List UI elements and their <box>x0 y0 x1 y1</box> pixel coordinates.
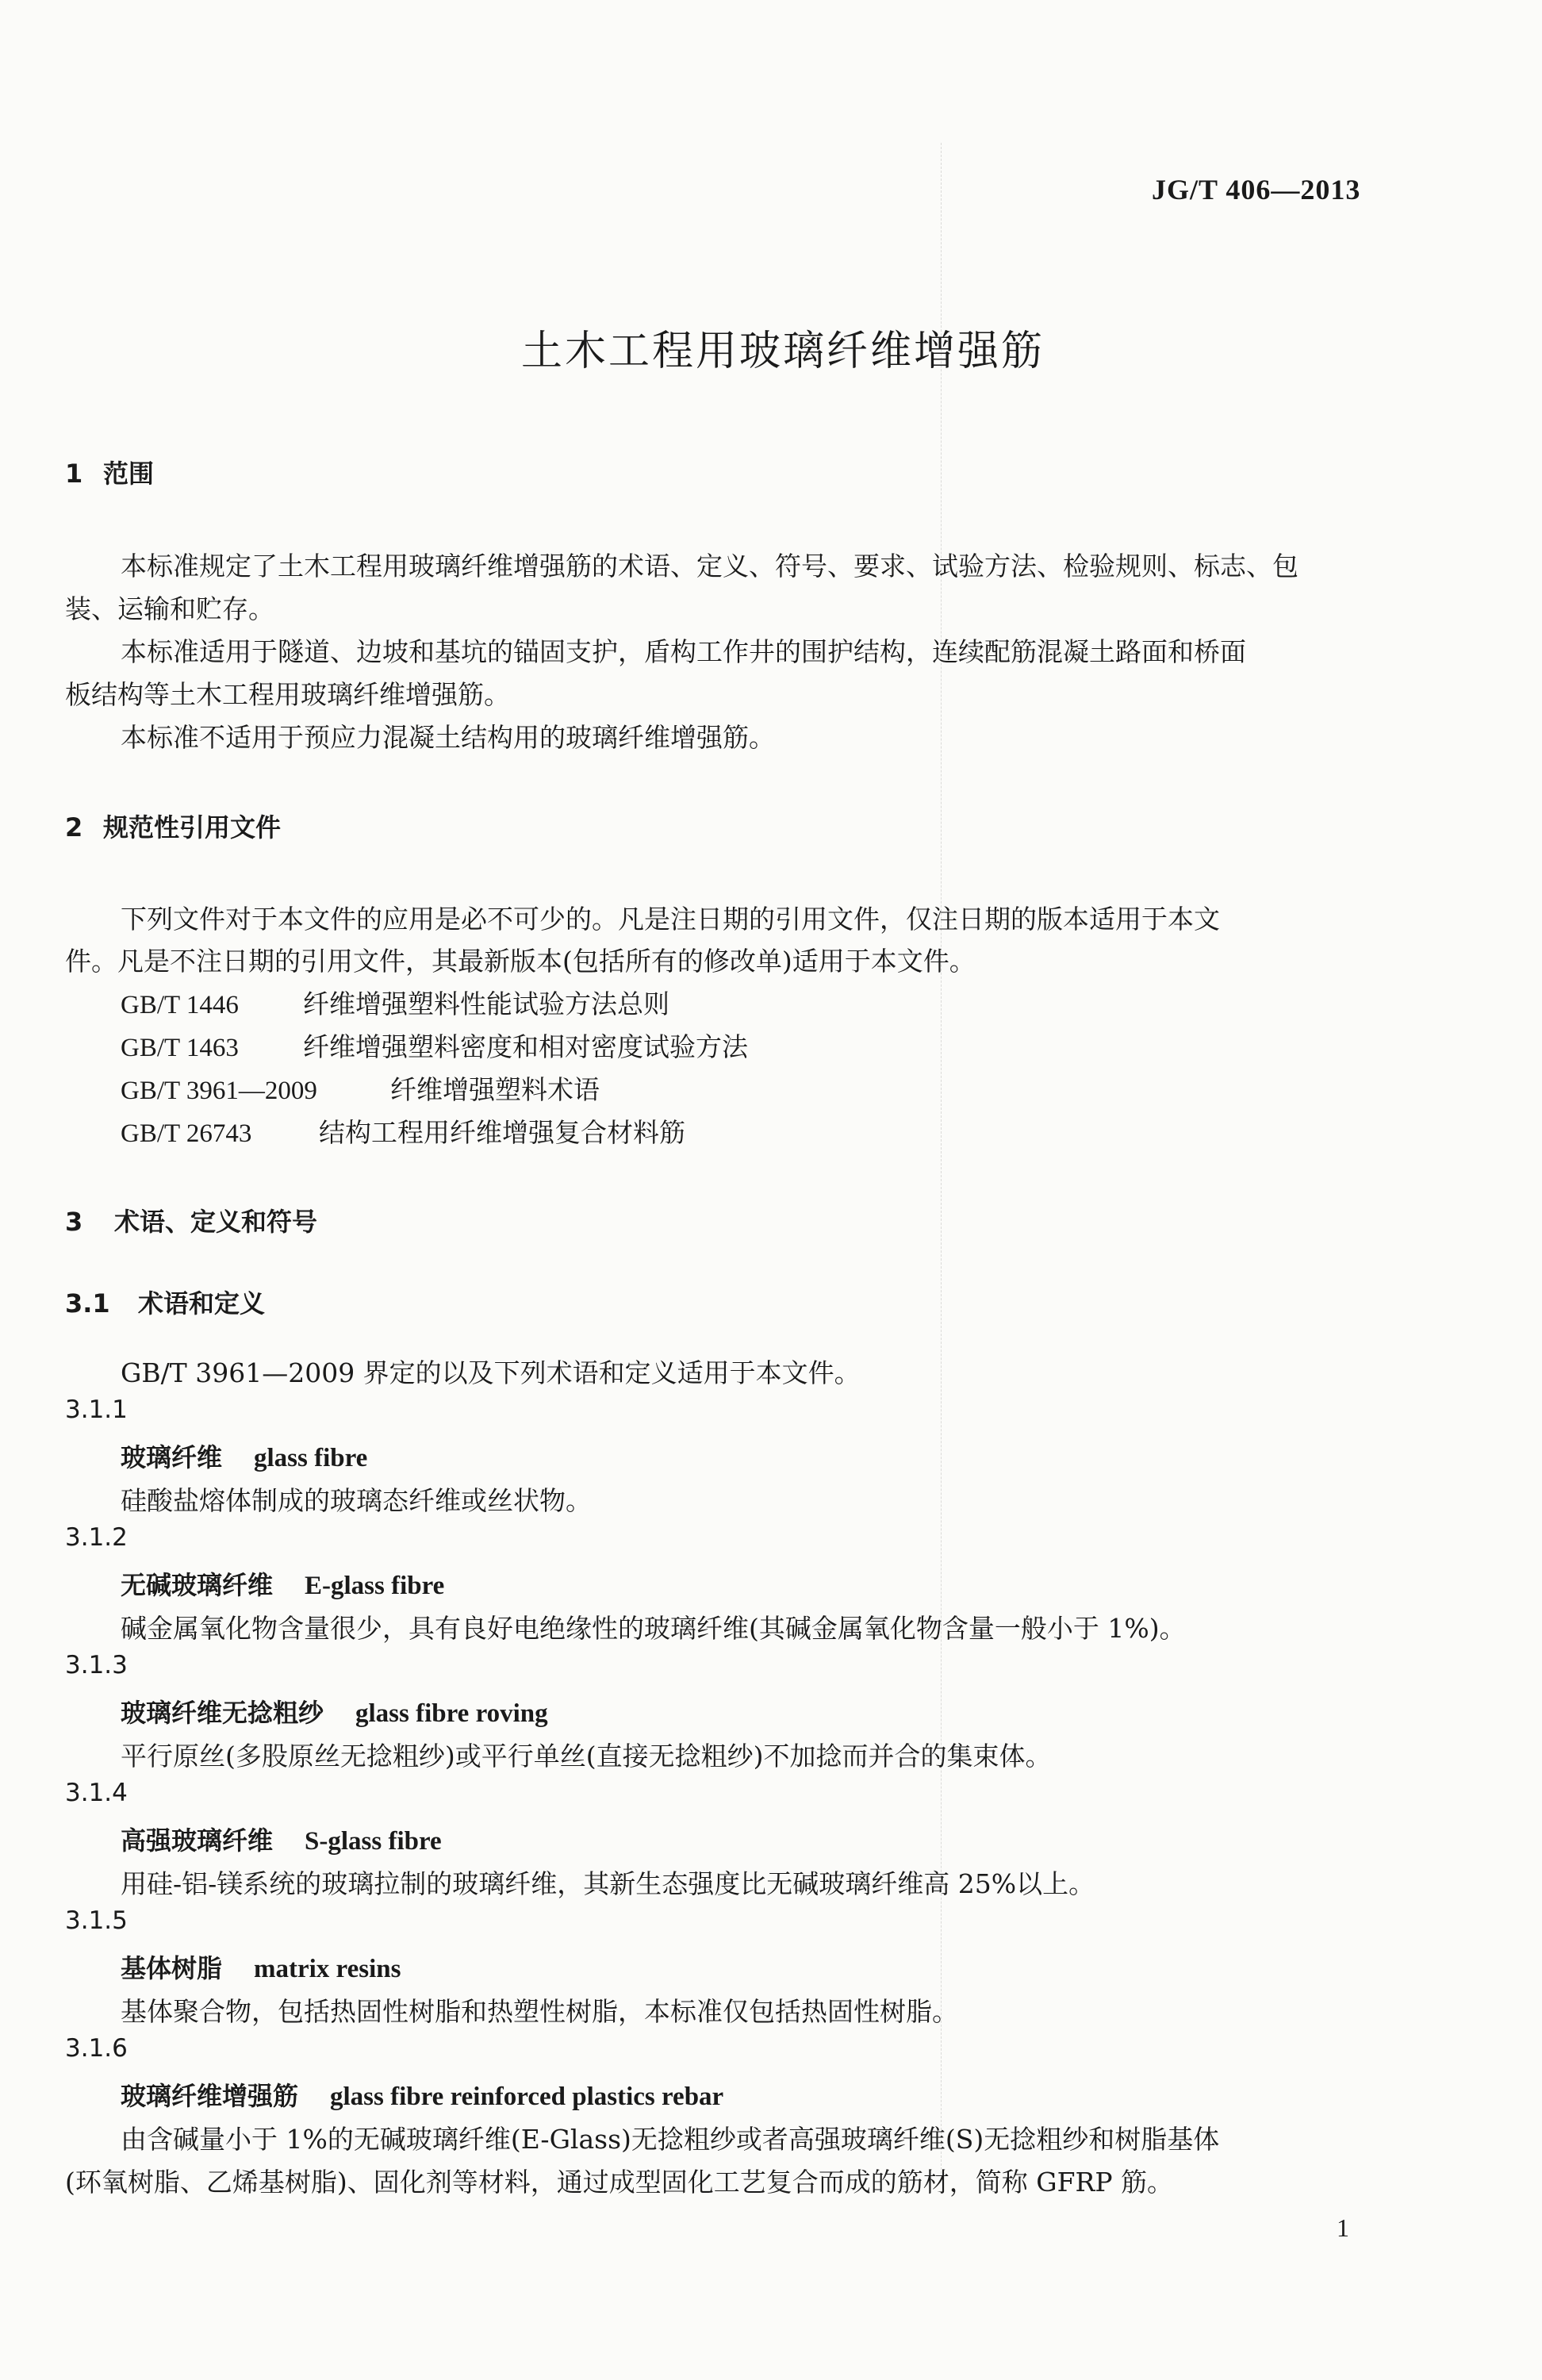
term-chinese: 玻璃纤维 <box>121 1442 223 1472</box>
section-1-para-1b: 装、运输和贮存。 <box>65 593 274 624</box>
term-heading <box>121 1821 442 1857</box>
term-number: 3.1.6 <box>65 2034 128 2063</box>
section-1-para-2a: 本标准适用于隧道、边坡和基坑的锚固支护，盾构工作井的围护结构，连续配筋混凝土路面和桥面 <box>121 636 1246 667</box>
reference-code: GB/T 26743 <box>121 1119 252 1148</box>
reference-item <box>121 1112 685 1150</box>
standard-code: JG/T 406—2013 <box>1152 174 1361 205</box>
term-definition: 硅酸盐熔体制成的玻璃态纤维或丝状物。 <box>121 1485 592 1516</box>
term-english: S-glass fibre <box>305 1827 442 1856</box>
term-english: glass fibre reinforced plastics rebar <box>330 2082 724 2111</box>
subsection-3-1-title: 术语和定义 <box>138 1288 266 1319</box>
section-3-title: 术语、定义和符号 <box>114 1207 318 1237</box>
page-number: 1 <box>1337 2213 1349 2242</box>
document-title: 土木工程用玻璃纤维增强筋 <box>520 328 1045 375</box>
section-1-heading <box>65 454 154 490</box>
section-1-para-1a: 本标准规定了土木工程用玻璃纤维增强筋的术语、定义、符号、要求、试验方法、检验规则、标志、包 <box>121 551 1298 582</box>
section-1-number: 1 <box>65 459 83 489</box>
term-chinese: 基体树脂 <box>121 1953 223 1983</box>
term-number: 3.1.1 <box>65 1395 128 1424</box>
reference-code: GB/T 1463 <box>121 1034 239 1062</box>
term-heading <box>121 1565 444 1602</box>
reference-item <box>121 1027 748 1064</box>
reference-item <box>121 1069 600 1107</box>
reference-title: 结构工程用纤维增强复合材料筋 <box>319 1117 685 1148</box>
reference-code: GB/T 3961—2009 <box>121 1077 317 1105</box>
term-chinese: 无碱玻璃纤维 <box>121 1570 274 1600</box>
term-heading <box>121 1948 401 1985</box>
term-definition: 平行原丝(多股原丝无捻粗纱)或平行单丝(直接无捻粗纱)不加捻而并合的集束体。 <box>121 1741 1052 1772</box>
term-number: 3.1.2 <box>65 1523 128 1552</box>
term-definition: 用硅-铝-镁系统的玻璃拉制的玻璃纤维，其新生态强度比无碱玻璃纤维高 25%以上。 <box>121 1868 1095 1899</box>
subsection-3-1-intro: GB/T 3961—2009 界定的以及下列术语和定义适用于本文件。 <box>121 1357 861 1388</box>
section-1-para-2b: 板结构等土木工程用玻璃纤维增强筋。 <box>65 679 510 710</box>
term-english: matrix resins <box>254 1955 401 1983</box>
section-2-para-1a: 下列文件对于本文件的应用是必不可少的。凡是注日期的引用文件，仅注日期的版本适用于本文 <box>121 904 1220 935</box>
section-2-para-1b: 件。凡是不注日期的引用文件，其最新版本(包括所有的修改单)适用于本文件。 <box>65 946 976 977</box>
term-definition: 碱金属氧化物含量很少，具有良好电绝缘性的玻璃纤维(其碱金属氧化物含量一般小于 1%)。 <box>121 1613 1186 1644</box>
subsection-3-1-number: 3.1 <box>65 1288 110 1319</box>
subsection-3-1-heading <box>65 1284 265 1320</box>
term-definition-line-2: (环氧树脂、乙烯基树脂)、固化剂等材料，通过成型固化工艺复合而成的筋材，简称 GFRP 筋。 <box>65 2167 1174 2198</box>
section-1-para-3: 本标准不适用于预应力混凝土结构用的玻璃纤维增强筋。 <box>121 722 775 753</box>
reference-title: 纤维增强塑料密度和相对密度试验方法 <box>303 1031 748 1062</box>
reference-title: 纤维增强塑料性能试验方法总则 <box>303 988 669 1019</box>
term-definition: 基体聚合物，包括热固性树脂和热塑性树脂，本标准仅包括热固性树脂。 <box>121 1996 958 2027</box>
reference-code: GB/T 1446 <box>121 991 239 1019</box>
term-number: 3.1.3 <box>65 1651 128 1679</box>
reference-item <box>121 984 669 1021</box>
term-english: glass fibre <box>254 1444 368 1472</box>
term-number: 3.1.4 <box>65 1779 128 1807</box>
term-english: glass fibre roving <box>355 1699 548 1728</box>
section-2-number: 2 <box>65 812 83 843</box>
section-3-heading <box>65 1202 317 1238</box>
term-heading <box>121 1438 367 1474</box>
term-heading <box>121 2076 723 2113</box>
section-2-title: 规范性引用文件 <box>103 812 282 843</box>
section-3-number: 3 <box>65 1207 83 1237</box>
term-definition-line-1: 由含碱量小于 1%的无碱玻璃纤维(E-Glass)无捻粗纱或者高强玻璃纤维(S)无捻粗纱和树脂基体 <box>121 2124 1220 2155</box>
term-chinese: 玻璃纤维无捻粗纱 <box>121 1698 324 1728</box>
term-chinese: 高强玻璃纤维 <box>121 1825 274 1856</box>
term-number: 3.1.5 <box>65 1906 128 1935</box>
reference-title: 纤维增强塑料术语 <box>390 1074 600 1105</box>
term-chinese: 玻璃纤维增强筋 <box>121 2081 299 2111</box>
section-1-title: 范围 <box>103 459 155 489</box>
section-2-heading <box>65 808 281 844</box>
term-english: E-glass fibre <box>305 1572 445 1600</box>
term-heading <box>121 1693 548 1729</box>
